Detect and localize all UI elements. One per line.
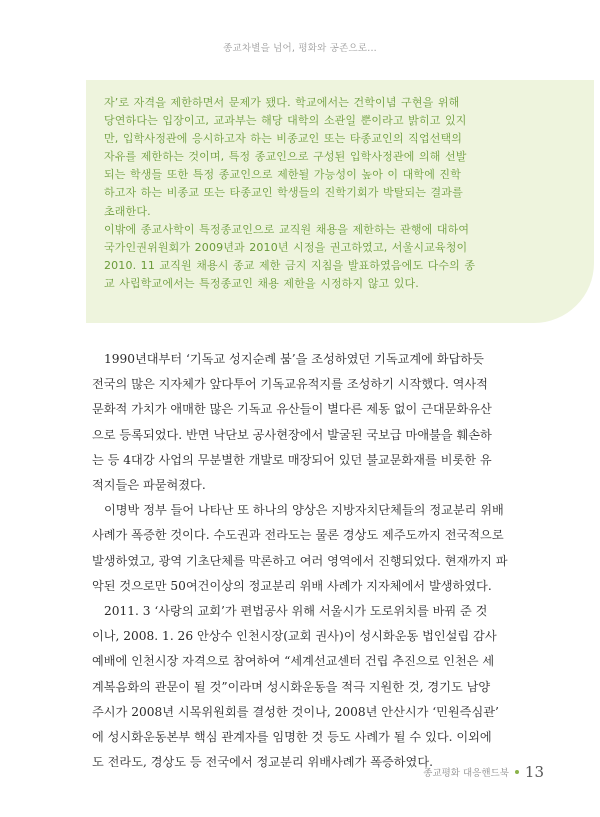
page-footer — [423, 763, 544, 781]
running-header — [0, 40, 600, 54]
body-line: 문화적 가치가 애매한 많은 기독교 유산들이 별다른 제동 없이 근대문화유산 — [92, 402, 492, 417]
page-number: 13 — [524, 763, 544, 781]
body-line: 으로 등록되었다. 반면 낙단보 공사현장에서 발굴된 국보급 마애불을 훼손하 — [92, 427, 492, 442]
body-line: 계복음화의 관문이 될 것”이라며 성시화운동을 적극 지원한 것, 경기도 남양 — [92, 679, 491, 694]
body-line: 이나, 2008. 1. 26 안상수 인천시장(교회 권사)이 성시화운동 법인설립 감사 — [92, 629, 497, 644]
note-line: 초래한다. — [104, 204, 151, 218]
bullet-dot-icon — [515, 770, 519, 774]
body-line: 에 성시화운동본부 핵심 관계자를 임명한 것 등도 사례가 될 수 있다. 이외에 — [92, 730, 492, 745]
body-line: 예배에 인천시장 자격으로 참여하여 “세계선교센터 건립 추진으로 인천은 세 — [92, 654, 495, 669]
body-line: 발생하였고, 광역 기초단체를 막론하고 여러 영역에서 진행되었다. 현재까지 파 — [92, 553, 508, 568]
body-line: 적지들은 파묻혀졌다. — [92, 478, 206, 493]
body-line: 는 등 4대강 사업의 무분별한 개발로 매장되어 있던 불교문화재를 비롯한 유 — [92, 452, 492, 467]
running-title: 종교차별을 넘어, 평화와 공존으로... — [223, 43, 377, 54]
note-line: 국가인권위원회가 2009년과 2010년 시정을 권고하였고, 서울시교육청이 — [104, 240, 468, 254]
body-line: 2011. 3 ‘사랑의 교회’가 편법공사 위해 서울시가 도로위치를 바꿔 준 것 — [104, 604, 488, 619]
note-line: 만, 입학사정관에 응시하고자 하는 비종교인 또는 타종교인의 직업선택의 — [104, 132, 463, 146]
note-line: 당연하다는 입장이고, 교과부는 해당 대학의 소관일 뿐이라고 밝히고 있지 — [104, 114, 467, 128]
note-line: 하고자 하는 비종교 또는 타종교인 학생들의 진학기회가 박탈되는 결과를 — [104, 186, 463, 200]
body-line: 도 전라도, 경상도 등 전국에서 정교분리 위배사례가 폭증하였다. — [92, 755, 433, 770]
note-line: 이밖에 종교사학이 특정종교인으로 교직원 채용을 제한하는 관행에 대하여 — [104, 222, 470, 236]
sidebar-note-box — [86, 80, 594, 323]
body-line: 악된 것으로만 50여건이상의 정교분리 위배 사례가 지자체에서 발생하였다. — [92, 578, 492, 593]
body-text — [92, 347, 558, 775]
body-line: 주시가 2008년 시목위원회를 결성한 것이나, 2008년 안산시가 ‘민원즉심관’ — [92, 704, 499, 719]
note-line: 자’로 자격을 제한하면서 문제가 됐다. 학교에서는 건학이념 구현을 위해 — [104, 96, 460, 109]
body-line: 1990년대부터 ‘기독교 성지순례 붐’을 조성하였던 기독교계에 화답하듯 — [104, 352, 484, 366]
body-line: 이명박 정부 들어 나타난 또 하나의 양상은 지방자치단체들의 정교분리 위배 — [104, 503, 504, 518]
body-line: 사례가 폭증한 것이다. 수도권과 전라도는 물론 경상도 제주도까지 전국적으로 — [92, 528, 504, 543]
note-line: 자유를 제한하는 것이며, 특정 종교인으로 구성된 입학사정관에 의해 선발 — [104, 150, 467, 164]
note-line: 되는 학생들 또한 특정 종교인으로 제한될 가능성이 높아 이 대학에 진학 — [104, 168, 461, 182]
note-line: 교 사립학교에서는 특정종교인 채용 제한을 시정하지 않고 있다. — [104, 276, 419, 290]
note-line: 2010. 11 교직원 채용시 종교 제한 금지 지침을 발표하였음에도 다수의 종 — [104, 258, 476, 272]
footer-book-title: 종교평화 대응핸드북 — [423, 768, 509, 779]
body-line: 전국의 많은 지자체가 앞다투어 기독교유적지를 조성하기 시작했다. 역사적 — [92, 377, 488, 392]
